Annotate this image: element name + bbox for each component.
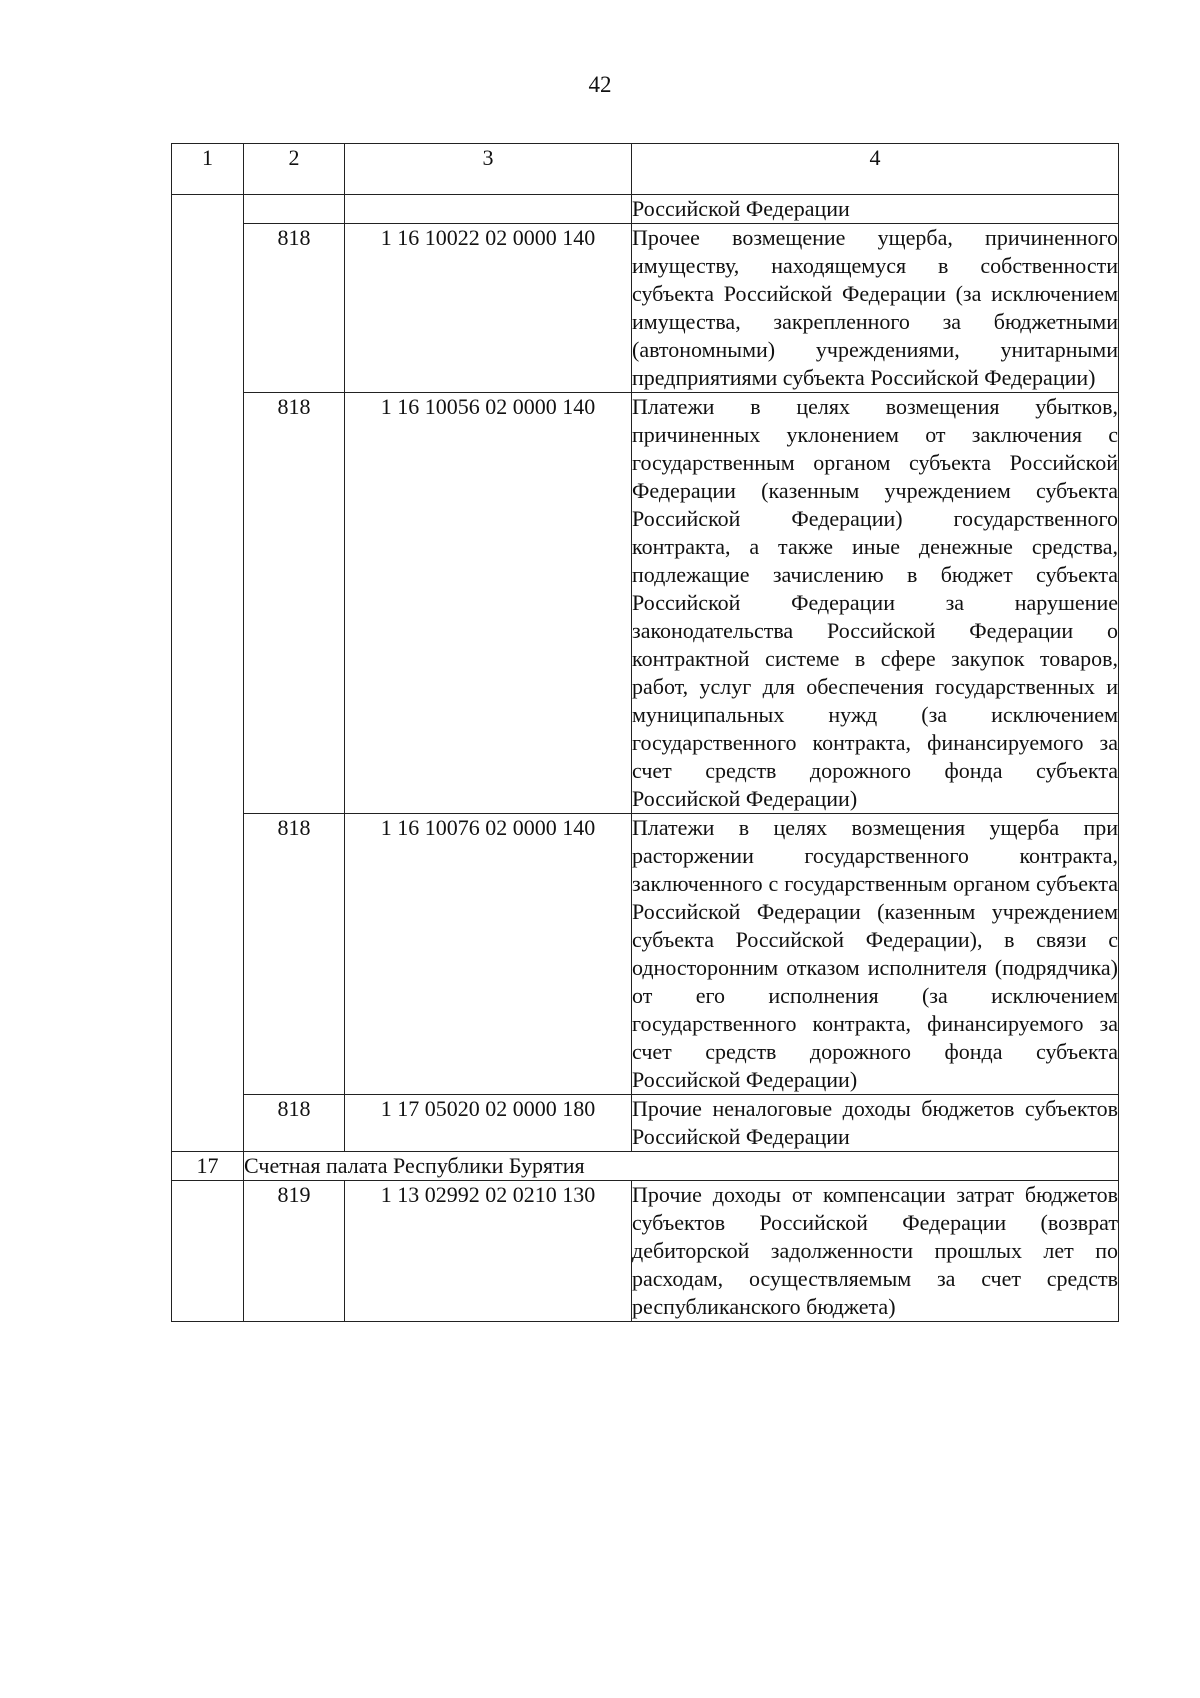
revenue-code-cell <box>345 195 632 224</box>
revenue-code-cell: 1 16 10056 02 0000 140 <box>345 393 632 814</box>
table-row <box>172 814 1119 1095</box>
description-cell: Российской Федерации <box>632 195 1119 224</box>
description-cell: Платежи в целях возмещения ущерба при расторжении государственного контракта, заключенного с государственным органом субъекта Российской Федерации (казенным учреждением субъекта Российской Федерации), в связи с односторонним отказом исполнителя (подрядчика) от его исполнения (за исключением государственного контракта, финансируемого за счет средств дорожного фонда субъекта Российской Федерации) <box>632 814 1119 1095</box>
admin-code-cell: 818 <box>244 224 345 393</box>
section-title-cell: Счетная палата Республики Бурятия <box>244 1152 1119 1181</box>
admin-code-cell: 818 <box>244 814 345 1095</box>
admin-code-cell <box>244 195 345 224</box>
section-number-cell: 17 <box>172 1152 244 1181</box>
description-cell: Платежи в целях возмещения убытков, причиненных уклонением от заключения с государственным органом субъекта Российской Федерации (казенным учреждением субъекта Российской Федерации) государственного контракта, а также иные денежные средства, подлежащие зачислению в бюджет субъекта Российской Федерации за нарушение законодательства Российской Федерации о контрактной системе в сфере закупок товаров, работ, услуг для обеспечения государственных и муниципальных нужд (за исключением государственного контракта, финансируемого за счет средств дорожного фонда субъекта Российской Федерации) <box>632 393 1119 814</box>
admin-code-cell: 818 <box>244 393 345 814</box>
header-col-3: 3 <box>345 144 632 195</box>
revenue-code-cell: 1 17 05020 02 0000 180 <box>345 1095 632 1152</box>
admin-code-cell: 819 <box>244 1181 345 1322</box>
table-row <box>172 1181 1119 1322</box>
revenue-code-cell: 1 16 10076 02 0000 140 <box>345 814 632 1095</box>
page-number: 42 <box>588 72 612 97</box>
description-cell: Прочее возмещение ущерба, причиненного имуществу, находящемуся в собственности субъекта Российской Федерации (за исключением имущества, закрепленного за бюджетными (автономными) учреждениями, унитарными предприятиями субъекта Российской Федерации) <box>632 224 1119 393</box>
table-row <box>172 393 1119 814</box>
table-header-row <box>172 144 1119 195</box>
revenue-table <box>171 143 1119 1322</box>
revenue-code-cell: 1 13 02992 02 0210 130 <box>345 1181 632 1322</box>
table-row <box>172 1095 1119 1152</box>
section-row <box>172 1152 1119 1181</box>
admin-code-cell: 818 <box>244 1095 345 1152</box>
row-index-cell <box>172 1181 244 1322</box>
header-col-1: 1 <box>172 144 244 195</box>
row-index-cell <box>172 195 244 1152</box>
revenue-code-cell: 1 16 10022 02 0000 140 <box>345 224 632 393</box>
table-row <box>172 195 1119 224</box>
header-col-4: 4 <box>632 144 1119 195</box>
description-cell: Прочие неналоговые доходы бюджетов субъектов Российской Федерации <box>632 1095 1119 1152</box>
table-row <box>172 224 1119 393</box>
header-col-2: 2 <box>244 144 345 195</box>
description-cell: Прочие доходы от компенсации затрат бюджетов субъектов Российской Федерации (возврат дебиторской задолженности прошлых лет по расходам, осуществляемым за счет средств республиканского бюджета) <box>632 1181 1119 1322</box>
